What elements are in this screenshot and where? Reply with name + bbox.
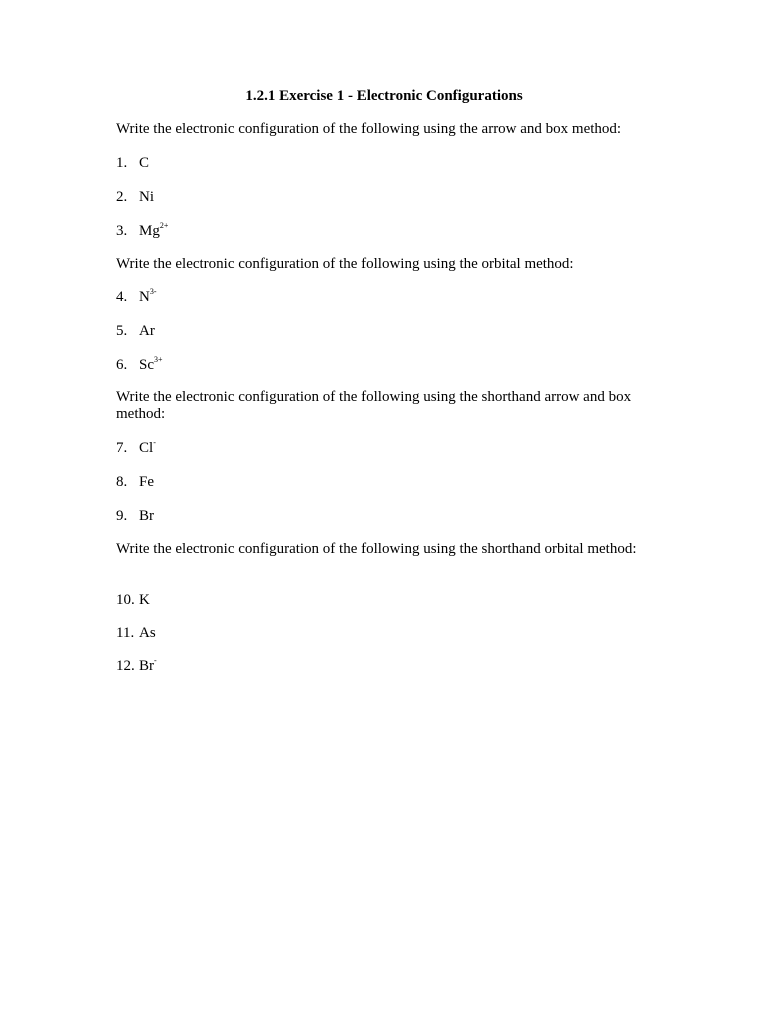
item-number: 4. <box>116 289 128 305</box>
item-number: 6. <box>116 357 128 373</box>
item-number: 3. <box>116 223 128 239</box>
item-number: 5. <box>116 323 128 339</box>
item-number: 2. <box>116 189 128 205</box>
element-symbol: N <box>139 289 150 305</box>
exercise-item <box>116 288 157 306</box>
exercise-item <box>116 322 155 340</box>
element-symbol: Br <box>139 508 154 524</box>
instruction-arrow-box: Write the electronic configuration of the following using the arrow and box method: <box>116 121 622 137</box>
instruction-shorthand-orbital: Write the electronic configuration of the following using the shorthand orbital method: <box>116 541 637 557</box>
element-symbol: Br <box>139 658 154 674</box>
ion-charge: 3+ <box>154 355 163 364</box>
exercise-item <box>116 188 154 206</box>
exercise-item <box>116 624 156 642</box>
exercise-item <box>116 356 163 374</box>
element-symbol: Ni <box>139 189 154 205</box>
instruction-shorthand-arrow-box: Write the electronic configuration of the following using the shorthand arrow and box method: <box>116 389 632 422</box>
item-number: 1. <box>116 155 128 171</box>
exercise-item <box>116 222 168 240</box>
element-symbol: K <box>139 592 150 608</box>
page-title: 1.2.1 Exercise 1 - Electronic Configurations <box>245 88 523 104</box>
ion-charge: - <box>154 656 157 665</box>
item-number: 7. <box>116 440 128 456</box>
exercise-item <box>116 154 149 172</box>
instruction-orbital: Write the electronic configuration of the following using the orbital method: <box>116 256 574 272</box>
element-symbol: Ar <box>139 323 155 339</box>
item-number: 8. <box>116 474 128 490</box>
item-number: 10. <box>116 592 135 608</box>
exercise-item <box>116 439 156 457</box>
exercise-item <box>116 591 150 609</box>
ion-charge: 2+ <box>159 221 169 230</box>
element-symbol: As <box>139 625 156 641</box>
element-symbol: Fe <box>139 474 154 490</box>
element-symbol: Sc <box>139 357 154 373</box>
element-symbol: Mg <box>139 223 160 239</box>
exercise-item <box>116 473 154 491</box>
item-number: 9. <box>116 508 128 524</box>
ion-charge: - <box>153 438 156 447</box>
element-symbol: Cl <box>139 440 154 456</box>
exercise-item <box>116 507 154 525</box>
ion-charge: 3- <box>149 287 157 296</box>
item-number: 12. <box>116 658 135 674</box>
element-symbol: C <box>139 155 150 171</box>
item-number: 11. <box>116 625 135 641</box>
exercise-item <box>116 657 157 675</box>
